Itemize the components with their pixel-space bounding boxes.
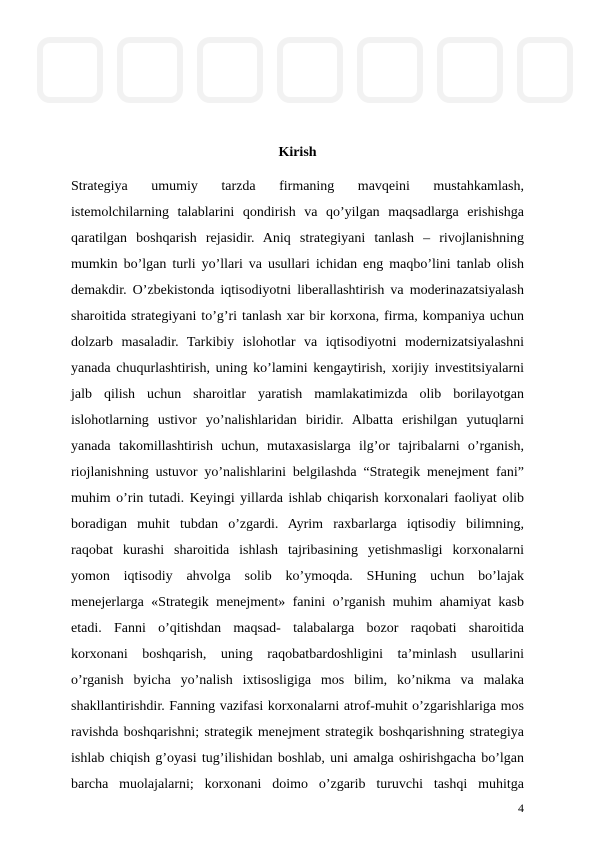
paragraph-line: Strategiya umumiy tarzda firmaning mavqeini mustahkamlash, [71,179,524,194]
paragraph-line: riojlanishning ustuvor yo’nalishlarini belgilashda “Strategik menejment fani” [71,465,524,480]
paragraph-line: ishlab chiqish g’oyasi tug’ilishidan boshlab, uni amalga oshirishgacha bo’lgan [71,751,524,766]
paragraph-line: qaratilgan boshqarish rejasidir. Aniq strategiyani tanlash – rivojlanishning [71,231,524,246]
paragraph-line: mumkin bo’lgan turli yo’llari va usullari ichidan eng maqbo’lini tanlab olish [71,257,524,272]
paragraph-line: islohotlarning ustivor yo’nalishlaridan biridir. Albatta erishilgan yutuqlarni [71,413,524,428]
watermark-icon [0,0,595,150]
page-number: 4 [518,801,524,815]
paragraph-line: menejerlarga «Strategik menejment» fanini o’rganish muhim ahamiyat kasb [71,595,524,610]
paragraph-line: demakdir. O’zbekistonda iqtisodiyotni liberallashtirish va moderinazatsiyalash [71,283,524,298]
paragraph-line: yanada takomillashtirish uchun, mutaxasislarga ilg’or tajribalarni o’rganish, [71,439,524,454]
paragraph-line: korxonani boshqarish, uning raqobatbardoshligini ta’minlash usullarini [71,647,524,662]
document-body [71,174,524,798]
paragraph-line: muhim o’rin tutadi. Keyingi yillarda ishlab chiqarish korxonalari faoliyat olib [71,491,524,506]
paragraph-line: shakllantirishdir. Fanning vazifasi korxonalarni atrof-muhit o’zgarishlariga mos [71,699,524,714]
paragraph-line: boradigan muhit tubdan o’zgardi. Ayrim raxbarlarga iqtisodiy bilimning, [71,517,524,532]
paragraph-line: ravishda boshqarishni; strategik menejment strategik boshqarishning strategiya [71,725,524,740]
document-title: Kirish [278,145,317,160]
paragraph-line: sharoitida strategiyani to’g’ri tanlash xar bir korxona, firma, kompaniya uchun [71,309,524,324]
paragraph-line: etadi. Fanni o’qitishdan maqsad- talabalarga bozor raqobati sharoitida [71,621,524,636]
paragraph-line: yomon iqtisodiy ahvolga solib ko’ymoqda. SHuning uchun bo’lajak [71,569,524,584]
paragraph-line: barcha muolajalarni; korxonani doimo o’zgarib turuvchi tashqi muhitga [71,777,524,792]
paragraph-line: raqobat kurashi sharoitida ishlash tajribasining yetishmasligi korxonalarni [71,543,524,558]
paragraph-line: jalb qilish uchun sharoitlar yaratish mamlakatimizda olib borilayotgan [71,387,524,402]
paragraph-line: istemolchilarning talablarini qondirish va qo’yilgan maqsadlarga erishishga [71,205,524,220]
paragraph-line: dolzarb masaladir. Tarkibiy islohotlar va iqtisodiyotni modernizatsiyalashni [71,335,524,350]
paragraph-line: o’rganish byicha yo’nalish ixtisosligiga mos bilim, ko’nikma va malaka [71,673,524,688]
paragraph-line: yanada chuqurlashtirish, uning ko’lamini kengaytirish, xorijiy investitsiyalarni [71,361,524,376]
